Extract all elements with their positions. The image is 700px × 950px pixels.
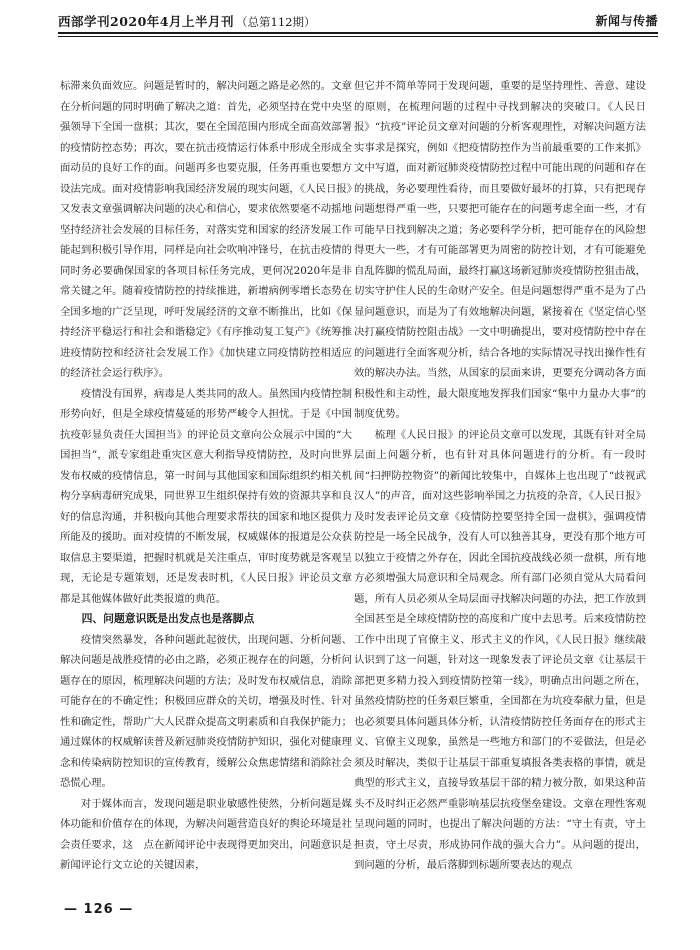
page-header xyxy=(58,0,658,40)
right-column xyxy=(354,76,646,896)
section-heading: 四、问题意识既是出发点也是落脚点 xyxy=(81,612,255,625)
body-paragraph: 疫情没有国界，病毒是人类共同的敌人。虽然国内疫情控制形势向好，但是全球疫情蔓延的形势严峻令人担忧。于是《中国抗疫彰显负责任大国担当》的评论员文章向公众展示中国的“大国担当”，派专家组赴重灾区意大利指导疫情防控，及时向世界发布权威的疫情信息，第一时间与其他国家和国际组织约相关机构分享病毒研究成果，同世界卫生组织保持有效的资源共享和良好的信息沟通，并积极向其他合理要求帮扶的国家和地区提供力所能及的援助。面对疫情的不断发展，权威媒体的报道是公众获取信息主要渠道，把握时机就是关注重点，审时度势就是客观呈现，无论是专题策划，还是发表时机，《人民日报》评论员文章都是其他媒体做好此类报道的典范。 xyxy=(60,387,352,605)
body-paragraph: 对于媒体而言，发现问题是职业敏感性使然，分析问题是媒体功能和价值存在的体现，为解决问题营造良好的舆论环境是社会责任要求，这 点在新闻评论中表现得更加突出，问题意识是新闻评论行文立论的关键因素， xyxy=(60,797,352,871)
issue-info: 2020年4月上半月刊 xyxy=(110,14,235,29)
body-paragraph: 标滞来负面效应。问题是暂时的，解决问题之路是必然的。文章在分析问题的同时明确了解决之道：首先，必须坚持在党中央坚强领导下全国一盘棋；其次，要在全国范围内形成全面高效部署的疫情防控态势；再次，要在抗击疫情运行体系中形成全形成全面动员的良好工作的面。问题再多也要克服，任务再重也要想方设法完成。面对疫情影响我国经济发展的现实问题，《人民日报》又发表文章强调解决问题的决心和信心，要求依然要毫不动摇地坚持经济社会发展的目标任务，对落实党和国家的经济发展工作能起到积极引导作用，同样是向社会吹响冲锋号，在抗击疫情的同时务必要确保国家的各项目标任务完成，更何况2020年是非常关键之年。随着疫情防控的持续推进，新增病例零增长态势在全国多地的广泛呈现，呼吁发展经济的文章不断推出，比如《保持经济平稳运行和社会和谐稳定》《有序推动复工复产》《统筹推进疫情防控和经济社会发展工作》《加快建立同疫情防控相适应的经济社会运行秩序》。 xyxy=(60,80,352,379)
issue-number: （总第112期） xyxy=(236,15,316,29)
body-paragraph: 梳理《人民日报》的评论员文章可以发现，其既有针对全局层面上问题分析，也有针对具体问题进行的分析。有一段时间“扫押防控物资”的新闻比较集中，自媒体上也出现了“歧视武汉人”的声音，面对这些影响举国之力抗疫的杂音，《人民日报》及时发表评论员文章《疫情防控要坚持全国一盘棋》，强调疫情防控是一场全民战争，没有人可以独善其身，更没有那个地方可以独立于疫情之外存在，因此全国抗疫战线必须一盘棋，所有地方必须增强大局意识和全局观念。所有部门必须自觉从大局看问题，所有人员必须从全局层面寻找解决问题的办法，把工作放到全国甚至是全球疫情防控的高度和广度中去思考。后来疫情防控工作中出现了官僚主义、形式主义的作风，《人民日报》继续敲认识到了这一问题，针对这一现象发表了评论员文章《让基层干部把更多精力投入到疫情防控第一线》，明确点出问题之所在，虽然疫情防控的任务艰巨繁重，全国都在为坑疫奉献力量，但是也必须要具体问题具体分析，认清疫情防控任务面存在的形式主义、官僚主义现象，虽然是一些地方和部门的不妥做法，但是必须及时解决，类似于让基层干部重复填报各类表格的事情，就是典型的形式主义，直接导致基层干部的精力被分散，如果这种苗头不及时纠正必然严重影响基层抗疫堡垒建设。文章在理性客观呈现问题的同时，也提出了解决问题的方法：“守土有责，守土担责，守土尽责，形成协同作战的强大合力”。从问题的提出，到问题的分析，最后落脚到标题所要表达的观点 xyxy=(354,428,646,871)
left-column xyxy=(60,76,352,896)
header-rule-thick xyxy=(58,32,658,34)
body-paragraph: 疫情突然暴发，各种问题此起彼伏，出现问题、分析问题、解决问题是战胜疫情的必由之路，必须正视存在的问题，分析问题存在的原因，梳理解决问题的方法；及时发布权威信息，消除可能存在的不确定性；积极回应群众的关切，增强及时性、针对性和确定性，帮助广大人民群众提高文明素质和自我保护能力；通过媒体的权威解读普及新冠肺炎疫情防护知识，强化对健康理念和传染病防控知识的宣传教育，缓解公众焦虑情绪和消除社会恐慌心理。 xyxy=(60,633,352,789)
header-rule-thin xyxy=(58,36,658,37)
journal-name: 西部学刊 xyxy=(58,14,111,29)
section-title: 新闻与传播 xyxy=(595,14,658,28)
body-paragraph: 但它并不简单等同于发现问题，重要的是坚持理性、善意、建设的原则，在梳理问题的过程中寻找到解决的突破口。《人民日报》“抗疫”评论员文章对问题的分析客观理性，对解决问题方法实事求是探究，例如《把疫情防控作为当前最重要的工作来抓》文中写道，面对新冠肺炎疫情防控过程中可能出现的问题和存在的挑战，务必要理性看待，而且要做好最坏的打算，只有把现存问题想得严重一些，只要把可能存在的问题考虑全面一些，才有可能早日找到解决之道；务必要科学分析，把可能存在的风险想得更大一些，才有可能部署更为周密的防控计划，才有可能避免自乱阵脚的慌乱局面，最终打赢这场新冠肺炎疫情防控狙击战，切实守护住人民的生命财产安全。但是问题想得严重不是为了凸显问题意识，而是为了有效地解决问题，紧接着在《坚定信心坚决打赢疫情防控阻击战》一文中明确提出，要对疫情防控中存在的问题进行全面客观分析，结合各地的实际情况寻找出操作性有效的解决办法。当然，从国家的层面来讲，更要充分调动各方面积极性和主动性，最大限度地发挥我们国家“集中力量办大事”的制度优势。 xyxy=(354,80,646,420)
page-number: — 126 — xyxy=(64,902,134,917)
journal-masthead xyxy=(58,12,315,30)
